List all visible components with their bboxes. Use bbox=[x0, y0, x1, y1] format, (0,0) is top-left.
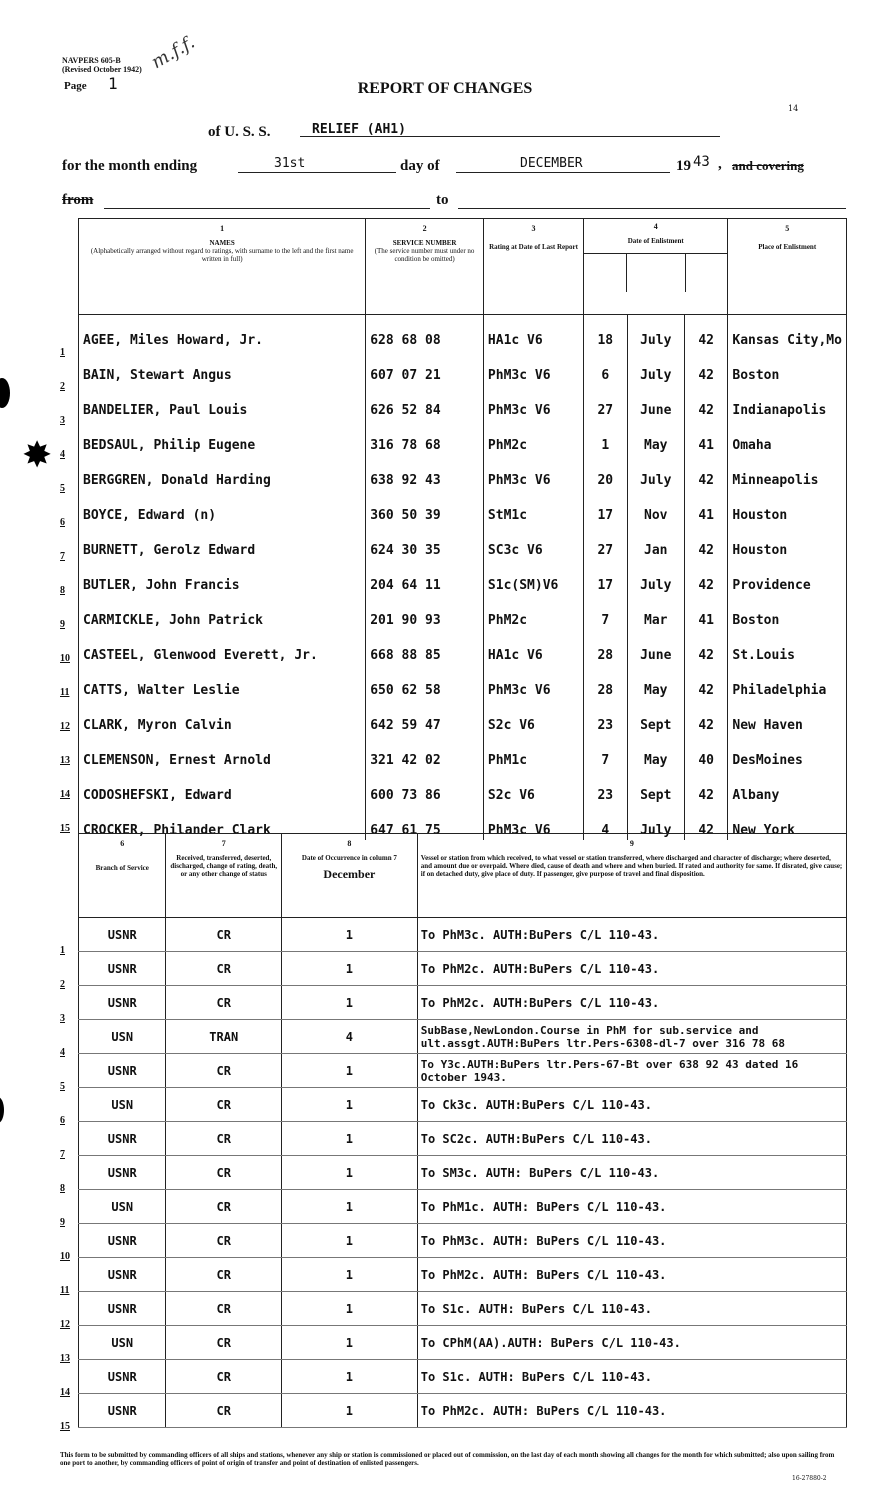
place-header bbox=[728, 219, 847, 315]
page-label: Page bbox=[64, 80, 87, 92]
row-number: Date of Occurrence in column 7 bbox=[301, 854, 397, 862]
name-cell: CASTEEL, Glenwood Everett, Jr. bbox=[79, 630, 366, 665]
row-number: 14 bbox=[60, 1387, 70, 1398]
status-header bbox=[166, 834, 282, 918]
month-cell: Jan bbox=[627, 525, 685, 560]
status-cell: CR bbox=[166, 952, 282, 986]
row-number: 15 bbox=[60, 823, 70, 834]
personnel-header-row bbox=[79, 219, 847, 315]
table-row bbox=[79, 455, 847, 490]
day-cell: 6 bbox=[584, 350, 627, 385]
status-cell: TRAN bbox=[166, 1020, 282, 1054]
rating-cell: PhM3c V6 bbox=[483, 805, 583, 840]
row-number: 10 bbox=[60, 1251, 70, 1262]
day-cell: 7 bbox=[584, 735, 627, 770]
date-cell: 4 bbox=[282, 1020, 418, 1054]
place-cell: DesMoines bbox=[728, 735, 847, 770]
name-cell: CARMICKLE, John Patrick bbox=[79, 595, 366, 630]
date-cell: 1 bbox=[282, 952, 418, 986]
remarks-cell: To S1c. AUTH: BuPers C/L 110-43. bbox=[417, 1360, 846, 1394]
month-cell: Sept bbox=[627, 700, 685, 735]
year-prefix: 19 bbox=[676, 158, 691, 174]
day-cell: 20 bbox=[584, 455, 627, 490]
service-cell: 650 62 58 bbox=[366, 665, 484, 700]
branch-cell: USNR bbox=[79, 1156, 166, 1190]
rating-cell: S2c V6 bbox=[483, 700, 583, 735]
date-month: December bbox=[323, 867, 376, 881]
status-cell: CR bbox=[166, 1190, 282, 1224]
month-cell: May bbox=[627, 665, 685, 700]
branch-cell: USN bbox=[79, 1088, 166, 1122]
row-number: 4 bbox=[653, 222, 658, 231]
remarks-cell: To S1c. AUTH: BuPers C/L 110-43. bbox=[417, 1292, 846, 1326]
status-cell: CR bbox=[166, 1360, 282, 1394]
year-cell: 42 bbox=[685, 455, 728, 490]
branch-cell: USNR bbox=[79, 1224, 166, 1258]
branch-cell: USN bbox=[79, 1190, 166, 1224]
day-value: 31st bbox=[274, 156, 306, 171]
month-cell: May bbox=[627, 735, 685, 770]
month-cell: July bbox=[627, 315, 685, 351]
status-cell: CR bbox=[166, 1394, 282, 1428]
remarks-cell: To PhM2c. AUTH: BuPers C/L 110-43. bbox=[417, 1258, 846, 1292]
month-line bbox=[456, 152, 670, 173]
row-number: 8 bbox=[347, 839, 352, 848]
status-cell: CR bbox=[166, 1292, 282, 1326]
rating-cell: PhM3c V6 bbox=[483, 385, 583, 420]
month-cell: Mar bbox=[627, 595, 685, 630]
row-number: 3 bbox=[531, 224, 536, 233]
month-cell: June bbox=[627, 385, 685, 420]
place-cell: Omaha bbox=[728, 420, 847, 455]
day-cell: 1 bbox=[584, 420, 627, 455]
handwritten-note: m.f.f. bbox=[147, 31, 199, 74]
row-number: 10 bbox=[60, 653, 70, 664]
month-cell: Sept bbox=[627, 770, 685, 805]
day-cell: 27 bbox=[584, 385, 627, 420]
remarks-header bbox=[417, 834, 846, 918]
branch-cell: USN bbox=[79, 1020, 166, 1054]
row-number: 13 bbox=[60, 1353, 70, 1364]
row-number: Branch of Service bbox=[95, 864, 149, 872]
row-number: 14 bbox=[60, 789, 70, 800]
row-number: 9 bbox=[60, 619, 65, 630]
year-cell: 41 bbox=[685, 595, 728, 630]
row-number: 7 bbox=[221, 839, 226, 848]
row-number: 12 bbox=[60, 721, 70, 732]
row-number: 4 bbox=[60, 1047, 65, 1058]
row-numbers-2 bbox=[58, 924, 74, 1434]
remarks-cell: To Y3c.AUTH:BuPers ltr.Pers-67-Bt over 638 92 43 dated 16 October 1943. bbox=[417, 1054, 846, 1088]
corner-mark: 14 bbox=[788, 104, 799, 113]
table-row bbox=[79, 420, 847, 455]
rating-cell: PhM2c bbox=[483, 595, 583, 630]
binder-hole bbox=[0, 1097, 4, 1123]
remarks-cell: To PhM3c. AUTH: BuPers C/L 110-43. bbox=[417, 1224, 846, 1258]
status-cell: CR bbox=[166, 918, 282, 952]
year-cell: 41 bbox=[685, 420, 728, 455]
name-cell: BURNETT, Gerolz Edward bbox=[79, 525, 366, 560]
rating-cell: PhM3c V6 bbox=[483, 455, 583, 490]
month-ending-label: for the month ending bbox=[62, 158, 198, 174]
row-number: NAMES bbox=[209, 239, 235, 247]
date-cell: 1 bbox=[282, 1360, 418, 1394]
month-cell: Nov bbox=[627, 490, 685, 525]
form-revised: (Revised October 1942) bbox=[62, 65, 142, 74]
date-cell: 1 bbox=[282, 1292, 418, 1326]
rating-cell: S2c V6 bbox=[483, 770, 583, 805]
table-row bbox=[79, 1054, 847, 1088]
changes-header-row bbox=[79, 834, 847, 918]
rating-cell: HA1c V6 bbox=[483, 630, 583, 665]
place-cell: New York bbox=[728, 805, 847, 840]
row-number: (Alphabetically arranged without regard to ratings, with surname to the left and the first name written in full) bbox=[90, 247, 354, 263]
table-row bbox=[79, 1122, 847, 1156]
row-number: 1 bbox=[60, 347, 65, 358]
year-cell: 42 bbox=[685, 700, 728, 735]
personnel-table bbox=[78, 218, 847, 840]
table-row bbox=[79, 1292, 847, 1326]
year-cell: 42 bbox=[685, 385, 728, 420]
table-row bbox=[79, 1360, 847, 1394]
branch-cell: USNR bbox=[79, 918, 166, 952]
service-cell: 204 64 11 bbox=[366, 560, 484, 595]
row-number: 8 bbox=[60, 1183, 65, 1194]
place-cell: Indianapolis bbox=[728, 385, 847, 420]
month-cell: May bbox=[627, 420, 685, 455]
row-number: 6 bbox=[120, 839, 125, 848]
changes-table bbox=[78, 833, 847, 1428]
day-cell: 17 bbox=[584, 560, 627, 595]
year-cell: 42 bbox=[685, 350, 728, 385]
name-cell: CLARK, Myron Calvin bbox=[79, 700, 366, 735]
name-cell: BERGGREN, Donald Harding bbox=[79, 455, 366, 490]
table-row bbox=[79, 490, 847, 525]
row-number: 2 bbox=[422, 224, 427, 233]
row-number: 12 bbox=[60, 1319, 70, 1330]
remarks-cell: To PhM2c. AUTH:BuPers C/L 110-43. bbox=[417, 952, 846, 986]
place-cell: Houston bbox=[728, 525, 847, 560]
rating-cell: StM1c bbox=[483, 490, 583, 525]
table-row bbox=[79, 560, 847, 595]
service-cell: 321 42 02 bbox=[366, 735, 484, 770]
date-header bbox=[282, 834, 418, 918]
name-cell: AGEE, Miles Howard, Jr. bbox=[79, 315, 366, 351]
remarks-cell: To SM3c. AUTH: BuPers C/L 110-43. bbox=[417, 1156, 846, 1190]
service-cell: 642 59 47 bbox=[366, 700, 484, 735]
row-number: 2 bbox=[60, 381, 65, 392]
name-cell: CROCKER, Philander Clark bbox=[79, 805, 366, 840]
table-row bbox=[79, 525, 847, 560]
branch-cell: USNR bbox=[79, 1054, 166, 1088]
branch-cell: USNR bbox=[79, 1122, 166, 1156]
rating-cell: PhM1c bbox=[483, 735, 583, 770]
table-row bbox=[79, 595, 847, 630]
year-cell: 42 bbox=[685, 805, 728, 840]
service-cell: 624 30 35 bbox=[366, 525, 484, 560]
names-header bbox=[79, 219, 366, 315]
service-cell: 628 68 08 bbox=[366, 315, 484, 351]
date-cell: 1 bbox=[282, 1156, 418, 1190]
table-row bbox=[79, 735, 847, 770]
table-row bbox=[79, 1224, 847, 1258]
place-cell: Houston bbox=[728, 490, 847, 525]
binder-hole bbox=[0, 378, 10, 408]
day-of-label: day of bbox=[400, 158, 440, 174]
remarks-cell: To CPhM(AA).AUTH: BuPers C/L 110-43. bbox=[417, 1326, 846, 1360]
date-cell: 1 bbox=[282, 1224, 418, 1258]
name-cell: CATTS, Walter Leslie bbox=[79, 665, 366, 700]
place-cell: Boston bbox=[728, 595, 847, 630]
row-number: 6 bbox=[60, 1115, 65, 1126]
row-number: 9 bbox=[629, 839, 634, 848]
place-cell: Albany bbox=[728, 770, 847, 805]
row-number: 15 bbox=[60, 1421, 70, 1432]
row-number: 6 bbox=[60, 517, 65, 528]
row-number: 7 bbox=[60, 551, 65, 562]
branch-cell: USNR bbox=[79, 952, 166, 986]
remarks-cell: To PhM2c. AUTH: BuPers C/L 110-43. bbox=[417, 1394, 846, 1428]
day-cell: 7 bbox=[584, 595, 627, 630]
name-cell: BEDSAUL, Philip Eugene bbox=[79, 420, 366, 455]
row-number: 8 bbox=[60, 585, 65, 596]
row-number: 1 bbox=[220, 224, 225, 233]
branch-cell: USNR bbox=[79, 1258, 166, 1292]
place-cell: Minneapolis bbox=[728, 455, 847, 490]
year-cell: 42 bbox=[685, 630, 728, 665]
date-cell: 1 bbox=[282, 1122, 418, 1156]
row-number: 4 bbox=[60, 449, 65, 460]
ship-name: RELIEF (AH1) bbox=[312, 122, 406, 137]
row-number: 3 bbox=[60, 1013, 65, 1024]
year-cell: 42 bbox=[685, 560, 728, 595]
place-cell: Boston bbox=[728, 350, 847, 385]
row-number: 5 bbox=[60, 1081, 65, 1092]
row-number: 5 bbox=[60, 483, 65, 494]
table-row bbox=[79, 385, 847, 420]
day-line bbox=[238, 152, 396, 173]
footer-code: 16-27880-2 bbox=[792, 1475, 827, 1482]
rating-cell: PhM2c bbox=[483, 420, 583, 455]
status-cell: CR bbox=[166, 1054, 282, 1088]
remarks-cell: SubBase,NewLondon.Course in PhM for sub.service and ult.assgt.AUTH:BuPers ltr.Pers-6308-dl-7 over 316 78 68 bbox=[417, 1020, 846, 1054]
status-cell: CR bbox=[166, 1156, 282, 1190]
day-cell: 18 bbox=[584, 315, 627, 351]
name-cell: BOYCE, Edward (n) bbox=[79, 490, 366, 525]
rating-cell: PhM3c V6 bbox=[483, 350, 583, 385]
table-row bbox=[79, 1088, 847, 1122]
year-cell: 41 bbox=[685, 490, 728, 525]
year-cell: 40 bbox=[685, 735, 728, 770]
date-cell: 1 bbox=[282, 1054, 418, 1088]
rating-cell: SC3c V6 bbox=[483, 525, 583, 560]
branch-cell: USNR bbox=[79, 986, 166, 1020]
rating-cell: HA1c V6 bbox=[483, 315, 583, 351]
branch-cell: USNR bbox=[79, 1360, 166, 1394]
month-cell: July bbox=[627, 560, 685, 595]
row-number: Date of Enlistment bbox=[584, 237, 727, 254]
date-cell: 1 bbox=[282, 1326, 418, 1360]
service-number-header bbox=[366, 219, 484, 315]
remarks-cell: To PhM3c. AUTH:BuPers C/L 110-43. bbox=[417, 918, 846, 952]
rating-cell: PhM3c V6 bbox=[483, 665, 583, 700]
row-number: 11 bbox=[60, 687, 70, 698]
remarks-cell: To Ck3c. AUTH:BuPers C/L 110-43. bbox=[417, 1088, 846, 1122]
row-numbers-1 bbox=[58, 326, 74, 836]
of-uss-label: of U. S. S. bbox=[208, 124, 271, 140]
row-number: 5 bbox=[785, 224, 790, 233]
date-cell: 1 bbox=[282, 1394, 418, 1428]
from-line bbox=[104, 196, 430, 209]
starburst-mark-icon: ✸ bbox=[22, 435, 53, 476]
branch-cell: USNR bbox=[79, 1394, 166, 1428]
table-row bbox=[79, 952, 847, 986]
row-number: Received, transferred, deserted, discharged, change of rating, death, or any other change of status bbox=[170, 854, 278, 878]
year-cell: 42 bbox=[685, 770, 728, 805]
to-line bbox=[458, 196, 846, 209]
ship-line bbox=[300, 118, 720, 137]
date-cell: 1 bbox=[282, 918, 418, 952]
place-cell: New Haven bbox=[728, 700, 847, 735]
table-row bbox=[79, 1258, 847, 1292]
table-row bbox=[79, 1156, 847, 1190]
table-row bbox=[79, 315, 847, 351]
table-row bbox=[79, 1326, 847, 1360]
status-cell: CR bbox=[166, 986, 282, 1020]
month-cell: July bbox=[627, 805, 685, 840]
row-number: Vessel or station from which received, to what vessel or station transferred, where discharged and character of discharge; where deserted, and amount due or overpaid. Where died, cause of death and where and when buried. If rated and authority for same. If disrated, give cause; if on detached duty, give place of duty. If passenger, give purpose of travel and final disposition. bbox=[420, 854, 843, 878]
status-cell: CR bbox=[166, 1326, 282, 1360]
status-cell: CR bbox=[166, 1258, 282, 1292]
row-number: 9 bbox=[60, 1217, 65, 1228]
name-cell: BUTLER, John Francis bbox=[79, 560, 366, 595]
row-number: 1 bbox=[60, 945, 65, 956]
day-cell: 23 bbox=[584, 770, 627, 805]
page-title: REPORT OF CHANGES bbox=[357, 80, 533, 97]
name-cell: CLEMENSON, Ernest Arnold bbox=[79, 735, 366, 770]
service-cell: 638 92 43 bbox=[366, 455, 484, 490]
row-number: Place of Enlistment bbox=[758, 243, 817, 251]
year-cell: 42 bbox=[685, 525, 728, 560]
form-id: NAVPERS 605-B bbox=[62, 56, 121, 65]
day-cell: 4 bbox=[584, 805, 627, 840]
status-cell: CR bbox=[166, 1088, 282, 1122]
place-cell: Philadelphia bbox=[728, 665, 847, 700]
place-cell: Kansas City,Mo bbox=[728, 315, 847, 351]
row-number: 2 bbox=[60, 979, 65, 990]
day-cell: 28 bbox=[584, 665, 627, 700]
table-row bbox=[79, 630, 847, 665]
year-cell: 42 bbox=[685, 665, 728, 700]
rating-cell: S1c(SM)V6 bbox=[483, 560, 583, 595]
day-cell: 17 bbox=[584, 490, 627, 525]
table-row bbox=[79, 1394, 847, 1428]
row-number: (The service number must under no condition be omitted) bbox=[374, 247, 475, 263]
service-cell: 201 90 93 bbox=[366, 595, 484, 630]
form-identifier bbox=[62, 56, 142, 74]
service-cell: 316 78 68 bbox=[366, 420, 484, 455]
service-cell: 647 61 75 bbox=[366, 805, 484, 840]
table-row bbox=[79, 918, 847, 952]
table-row bbox=[79, 986, 847, 1020]
remarks-cell: To PhM1c. AUTH: BuPers C/L 110-43. bbox=[417, 1190, 846, 1224]
page-number: 1 bbox=[108, 74, 118, 93]
date-cell: 1 bbox=[282, 986, 418, 1020]
period-struck: and covering bbox=[732, 158, 804, 173]
row-number: SERVICE NUMBER bbox=[392, 239, 457, 247]
row-number: 7 bbox=[60, 1149, 65, 1160]
from-label: from bbox=[62, 192, 94, 208]
table-row bbox=[79, 770, 847, 805]
table-row bbox=[79, 350, 847, 385]
service-cell: 626 52 84 bbox=[366, 385, 484, 420]
table-row bbox=[79, 1190, 847, 1224]
branch-header bbox=[79, 834, 166, 918]
place-cell: St.Louis bbox=[728, 630, 847, 665]
day-cell: 28 bbox=[584, 630, 627, 665]
service-cell: 668 88 85 bbox=[366, 630, 484, 665]
row-number: Rating at Date of Last Report bbox=[489, 243, 578, 251]
service-cell: 607 07 21 bbox=[366, 350, 484, 385]
row-number: 3 bbox=[60, 415, 65, 426]
remarks-cell: To SC2c. AUTH:BuPers C/L 110-43. bbox=[417, 1122, 846, 1156]
rating-header bbox=[483, 219, 583, 315]
month-cell: July bbox=[627, 350, 685, 385]
date-cell: 1 bbox=[282, 1258, 418, 1292]
month-value: DECEMBER bbox=[520, 156, 583, 171]
day-cell: 27 bbox=[584, 525, 627, 560]
month-cell: July bbox=[627, 455, 685, 490]
row-number: 13 bbox=[60, 755, 70, 766]
year-cell: 42 bbox=[685, 315, 728, 351]
service-cell: 360 50 39 bbox=[366, 490, 484, 525]
status-cell: CR bbox=[166, 1122, 282, 1156]
footer-note: This form to be submitted by commanding officers of all ships and stations, whenever any ship or station is commissioned or placed out of commission, on the last day of each month showing all changes for the month for which submitted; also upon sailing from one port to another, by commanding officers of point of origin of transfer and point of destination of enlisted passengers. bbox=[60, 1451, 835, 1467]
status-cell: CR bbox=[166, 1224, 282, 1258]
year-suffix: 43 bbox=[693, 154, 710, 170]
remarks-cell: To PhM2c. AUTH:BuPers C/L 110-43. bbox=[417, 986, 846, 1020]
branch-cell: USN bbox=[79, 1326, 166, 1360]
name-cell: CODOSHEFSKI, Edward bbox=[79, 770, 366, 805]
date-cell: 1 bbox=[282, 1088, 418, 1122]
name-cell: BAIN, Stewart Angus bbox=[79, 350, 366, 385]
table-row bbox=[79, 665, 847, 700]
day-cell: 23 bbox=[584, 700, 627, 735]
branch-cell: USNR bbox=[79, 1292, 166, 1326]
table-row bbox=[79, 700, 847, 735]
place-cell: Providence bbox=[728, 560, 847, 595]
service-cell: 600 73 86 bbox=[366, 770, 484, 805]
name-cell: BANDELIER, Paul Louis bbox=[79, 385, 366, 420]
table-row bbox=[79, 1020, 847, 1054]
to-label: to bbox=[436, 192, 449, 208]
enlistment-date-header bbox=[584, 219, 728, 315]
date-cell: 1 bbox=[282, 1190, 418, 1224]
month-cell: June bbox=[627, 630, 685, 665]
row-number: 11 bbox=[60, 1285, 70, 1296]
